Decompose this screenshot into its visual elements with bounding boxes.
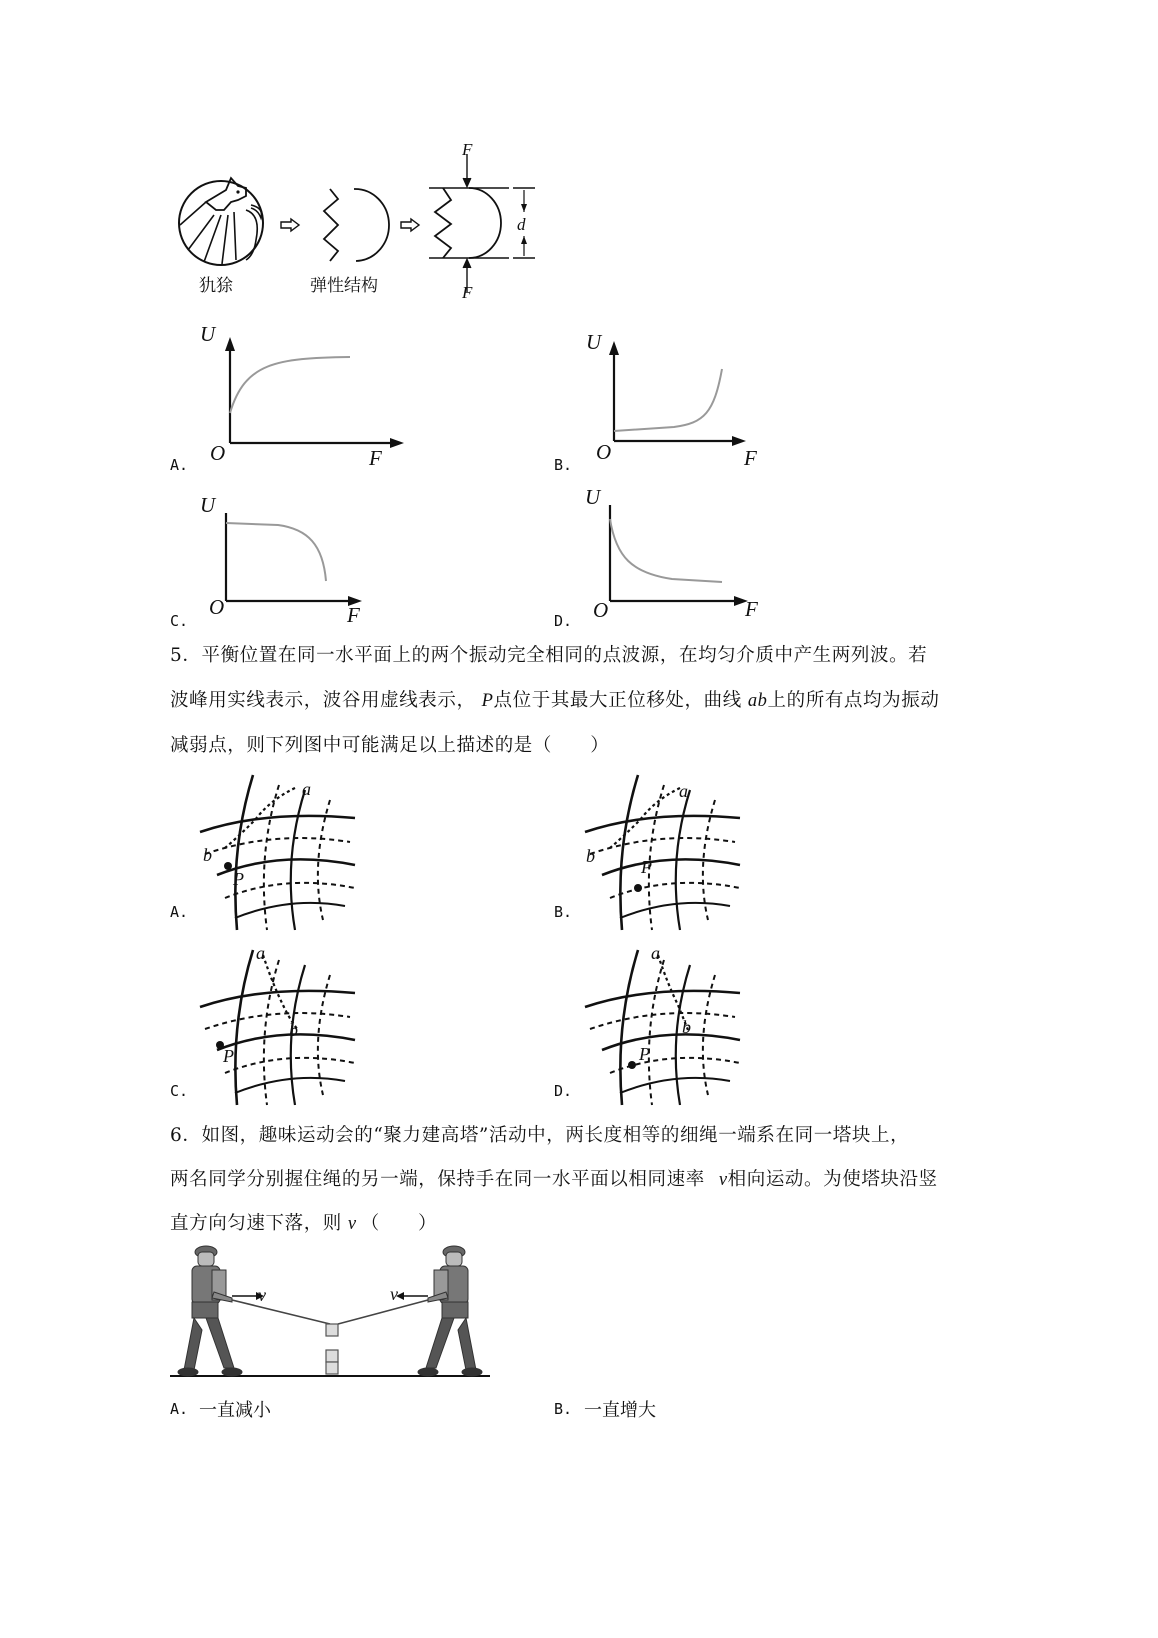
graph-a bbox=[220, 333, 420, 473]
point-p bbox=[628, 1061, 636, 1069]
label-a: a bbox=[256, 943, 265, 963]
origin-label: O bbox=[209, 595, 225, 619]
compressed-structure-diagram bbox=[425, 140, 545, 300]
point-p bbox=[634, 884, 642, 892]
graph-b bbox=[604, 333, 804, 473]
curve-d bbox=[610, 519, 722, 582]
label-v-left: v bbox=[258, 1285, 266, 1305]
label-b: b bbox=[289, 1020, 298, 1040]
label-p: P bbox=[233, 869, 244, 889]
q6-speed-v: v bbox=[347, 1214, 357, 1234]
curve-b bbox=[614, 369, 722, 431]
q5-text: 波峰用实线表示，波谷用虚线表示， bbox=[170, 690, 476, 711]
option-letter: A. bbox=[170, 1400, 189, 1418]
label-force-bottom: F bbox=[462, 283, 473, 302]
label-b: b bbox=[203, 845, 212, 865]
q5-line-3: 减弱点，则下列图中可能满足以上描述的是（ ） bbox=[170, 735, 610, 756]
q6-speed-v: v bbox=[718, 1170, 728, 1190]
graph-d bbox=[602, 497, 802, 627]
option-letter: C. bbox=[170, 1082, 189, 1100]
q5-line-1: 5．平衡位置在同一水平面上的两个振动完全相同的点波源，在均匀介质中产生两列波。若 bbox=[170, 645, 928, 666]
q6-line-2 bbox=[170, 1165, 938, 1191]
q6-text: 相向运动。为使塔块沿竖 bbox=[727, 1169, 938, 1190]
label-p: P bbox=[641, 857, 652, 877]
option-letter: B. bbox=[554, 903, 573, 921]
label-b: b bbox=[682, 1017, 691, 1037]
label-a: a bbox=[651, 943, 660, 963]
label-v-right: v bbox=[390, 1284, 398, 1304]
q5-point-p: P bbox=[481, 691, 494, 711]
option-letter: D. bbox=[554, 612, 573, 630]
label-p: P bbox=[639, 1044, 650, 1064]
arrow-right-icon bbox=[400, 218, 420, 232]
label-b: b bbox=[586, 846, 595, 866]
armadillo-illustration bbox=[176, 170, 276, 270]
y-axis-label: U bbox=[200, 322, 216, 346]
option-text: 一直增大 bbox=[584, 1400, 656, 1421]
origin-label: O bbox=[593, 598, 609, 622]
y-axis-label: U bbox=[585, 485, 601, 509]
option-letter: A. bbox=[170, 903, 189, 921]
person-left bbox=[178, 1246, 242, 1376]
wave-diagram-c bbox=[195, 945, 365, 1095]
q6-text: （ ） bbox=[360, 1213, 438, 1234]
point-p bbox=[224, 862, 232, 870]
option-letter: A. bbox=[170, 456, 189, 474]
option-text: 一直减小 bbox=[199, 1400, 271, 1421]
wave-diagram-a bbox=[195, 770, 365, 920]
elastic-structure-illustration bbox=[318, 185, 388, 265]
tower-game-illustration bbox=[168, 1240, 498, 1380]
x-axis-label: F bbox=[369, 446, 382, 470]
label-a: a bbox=[679, 781, 688, 801]
option-letter: B. bbox=[554, 1400, 573, 1418]
wave-diagram-b bbox=[580, 770, 750, 920]
graph-c bbox=[218, 505, 418, 625]
option-letter: C. bbox=[170, 612, 189, 630]
y-axis-label: U bbox=[200, 493, 216, 517]
origin-label: O bbox=[210, 441, 226, 465]
curve-a bbox=[230, 357, 350, 413]
label-p: P bbox=[223, 1046, 234, 1066]
q6-text: 两名同学分别握住绳的另一端，保持手在同一水平面以相同速率 bbox=[170, 1169, 705, 1190]
q6-line-1: 6．如图，趣味运动会的“聚力建高塔”活动中，两长度相等的细绳一端系在同一塔块上， bbox=[170, 1125, 910, 1146]
q5-text: 点位于其最大正位移处，曲线 bbox=[493, 690, 742, 711]
label-distance: d bbox=[517, 215, 526, 234]
label-force-top: F bbox=[462, 140, 473, 159]
arrow-right-icon bbox=[280, 218, 300, 232]
label-a: a bbox=[302, 779, 311, 799]
label-structure: 弹性结构 bbox=[310, 276, 378, 296]
x-axis-label: F bbox=[745, 597, 758, 621]
wave-diagram-d bbox=[580, 945, 750, 1095]
x-axis-label: F bbox=[744, 446, 757, 470]
q5-line-2 bbox=[170, 686, 939, 712]
y-axis-label: U bbox=[586, 330, 602, 354]
person-right bbox=[418, 1246, 482, 1376]
origin-label: O bbox=[596, 440, 612, 464]
q5-text: 上的所有点均为振动 bbox=[767, 690, 940, 711]
q5-curve-ab: ab bbox=[747, 691, 768, 711]
x-axis-label: F bbox=[347, 603, 360, 627]
q6-line-3 bbox=[170, 1209, 437, 1235]
q6-text: 直方向匀速下落，则 bbox=[170, 1213, 342, 1234]
option-letter: D. bbox=[554, 1082, 573, 1100]
curve-c bbox=[226, 523, 326, 581]
option-letter: B. bbox=[554, 456, 573, 474]
label-armadillo: 犰狳 bbox=[199, 276, 233, 296]
